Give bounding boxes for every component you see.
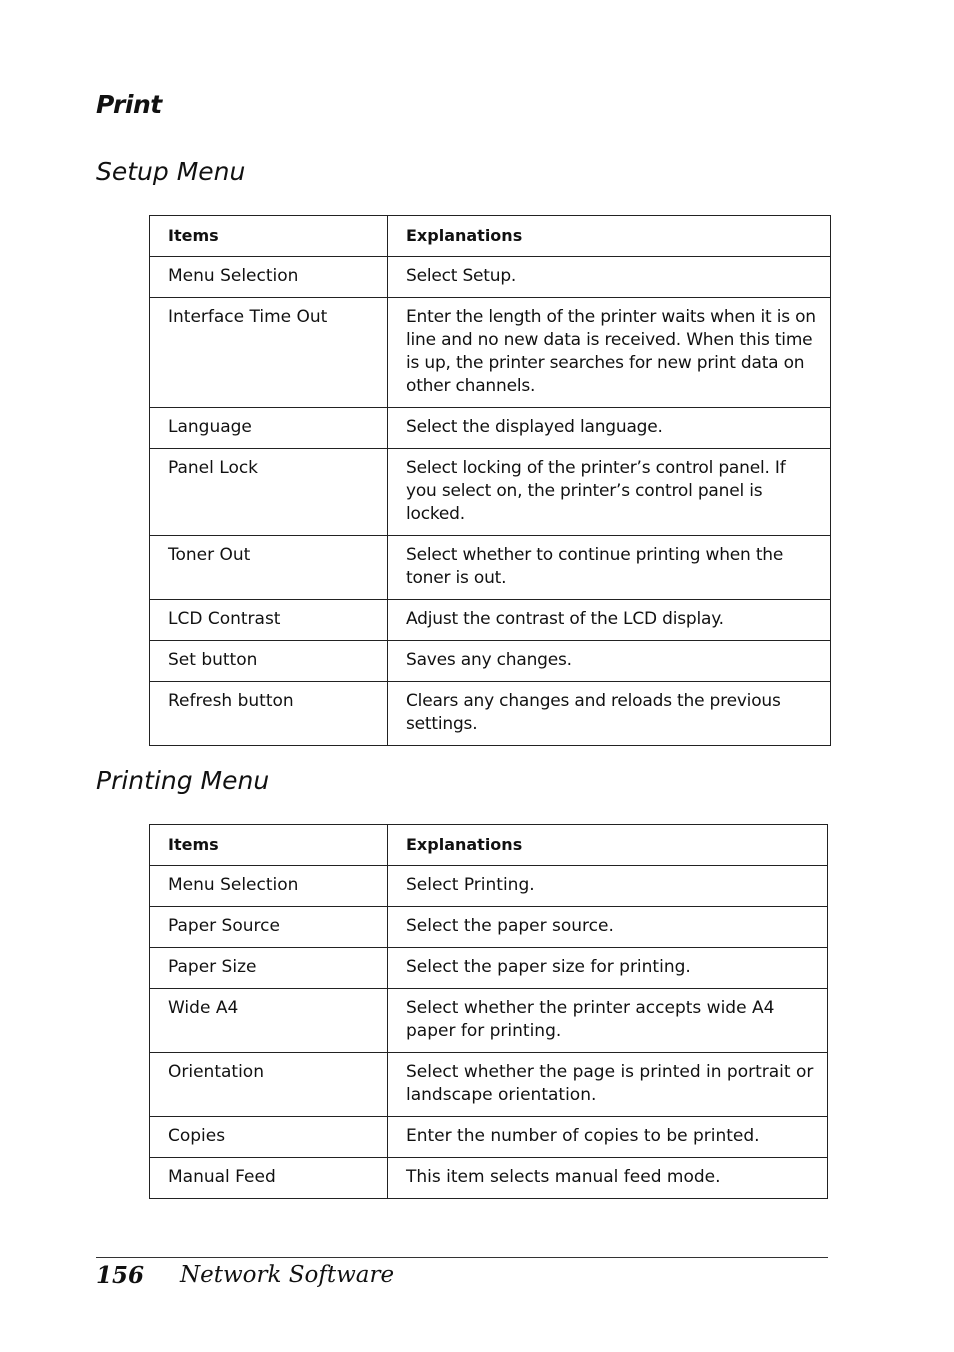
table-row: [150, 641, 831, 682]
item-cell: Copies: [150, 1117, 388, 1158]
item-cell: Refresh button: [150, 682, 388, 746]
column-header-explanations: Explanations: [388, 825, 828, 866]
table-row: [150, 1158, 828, 1199]
table-row: [150, 989, 828, 1053]
explanation-cell: Adjust the contrast of the LCD display.: [388, 600, 831, 641]
explanation-cell: Select the paper size for printing.: [388, 948, 828, 989]
explanation-cell: Enter the length of the printer waits when it is on line and no new data is received. When this time is up, the printer searches for new print data on other channels.: [388, 298, 831, 408]
table-row: [150, 449, 831, 536]
item-cell: Menu Selection: [150, 257, 388, 298]
item-cell: Manual Feed: [150, 1158, 388, 1199]
item-cell: Paper Size: [150, 948, 388, 989]
table-header-row: [150, 216, 831, 257]
column-header-items: Items: [150, 825, 388, 866]
explanation-cell: Select the paper source.: [388, 907, 828, 948]
explanation-cell: Select Printing.: [388, 866, 828, 907]
page-number: 156: [96, 1262, 145, 1289]
table-header-row: [150, 825, 828, 866]
table-row: [150, 257, 831, 298]
item-cell: Wide A4: [150, 989, 388, 1053]
explanation-cell: Select whether to continue printing when the toner is out.: [388, 536, 831, 600]
table-row: [150, 682, 831, 746]
table-row: [150, 948, 828, 989]
explanation-cell: Clears any changes and reloads the previous settings.: [388, 682, 831, 746]
footer-chapter-title: Network Software: [180, 1262, 395, 1288]
table-row: [150, 866, 828, 907]
explanation-cell: Enter the number of copies to be printed.: [388, 1117, 828, 1158]
explanation-cell: Select whether the page is printed in portrait or landscape orientation.: [388, 1053, 828, 1117]
explanation-cell: Select locking of the printer’s control panel. If you select on, the printer’s control panel is locked.: [388, 449, 831, 536]
table-row: [150, 1117, 828, 1158]
explanation-cell: Select Setup.: [388, 257, 831, 298]
explanation-cell: This item selects manual feed mode.: [388, 1158, 828, 1199]
item-cell: LCD Contrast: [150, 600, 388, 641]
explanation-cell: Saves any changes.: [388, 641, 831, 682]
item-cell: Menu Selection: [150, 866, 388, 907]
column-header-items: Items: [150, 216, 388, 257]
section-title: Print: [96, 90, 162, 119]
item-cell: Paper Source: [150, 907, 388, 948]
item-cell: Toner Out: [150, 536, 388, 600]
table-row: [150, 298, 831, 408]
item-cell: Interface Time Out: [150, 298, 388, 408]
explanation-cell: Select the displayed language.: [388, 408, 831, 449]
table-row: [150, 907, 828, 948]
setup-menu-title: Setup Menu: [96, 157, 246, 186]
table-row: [150, 600, 831, 641]
printing-menu-table: [149, 824, 828, 1199]
table-row: [150, 408, 831, 449]
table-row: [150, 536, 831, 600]
setup-menu-table: [149, 215, 831, 746]
item-cell: Language: [150, 408, 388, 449]
explanation-cell: Select whether the printer accepts wide A4 paper for printing.: [388, 989, 828, 1053]
column-header-explanations: Explanations: [388, 216, 831, 257]
table-row: [150, 1053, 828, 1117]
item-cell: Panel Lock: [150, 449, 388, 536]
footer-divider: [96, 1257, 828, 1258]
item-cell: Orientation: [150, 1053, 388, 1117]
printing-menu-title: Printing Menu: [96, 766, 270, 795]
item-cell: Set button: [150, 641, 388, 682]
